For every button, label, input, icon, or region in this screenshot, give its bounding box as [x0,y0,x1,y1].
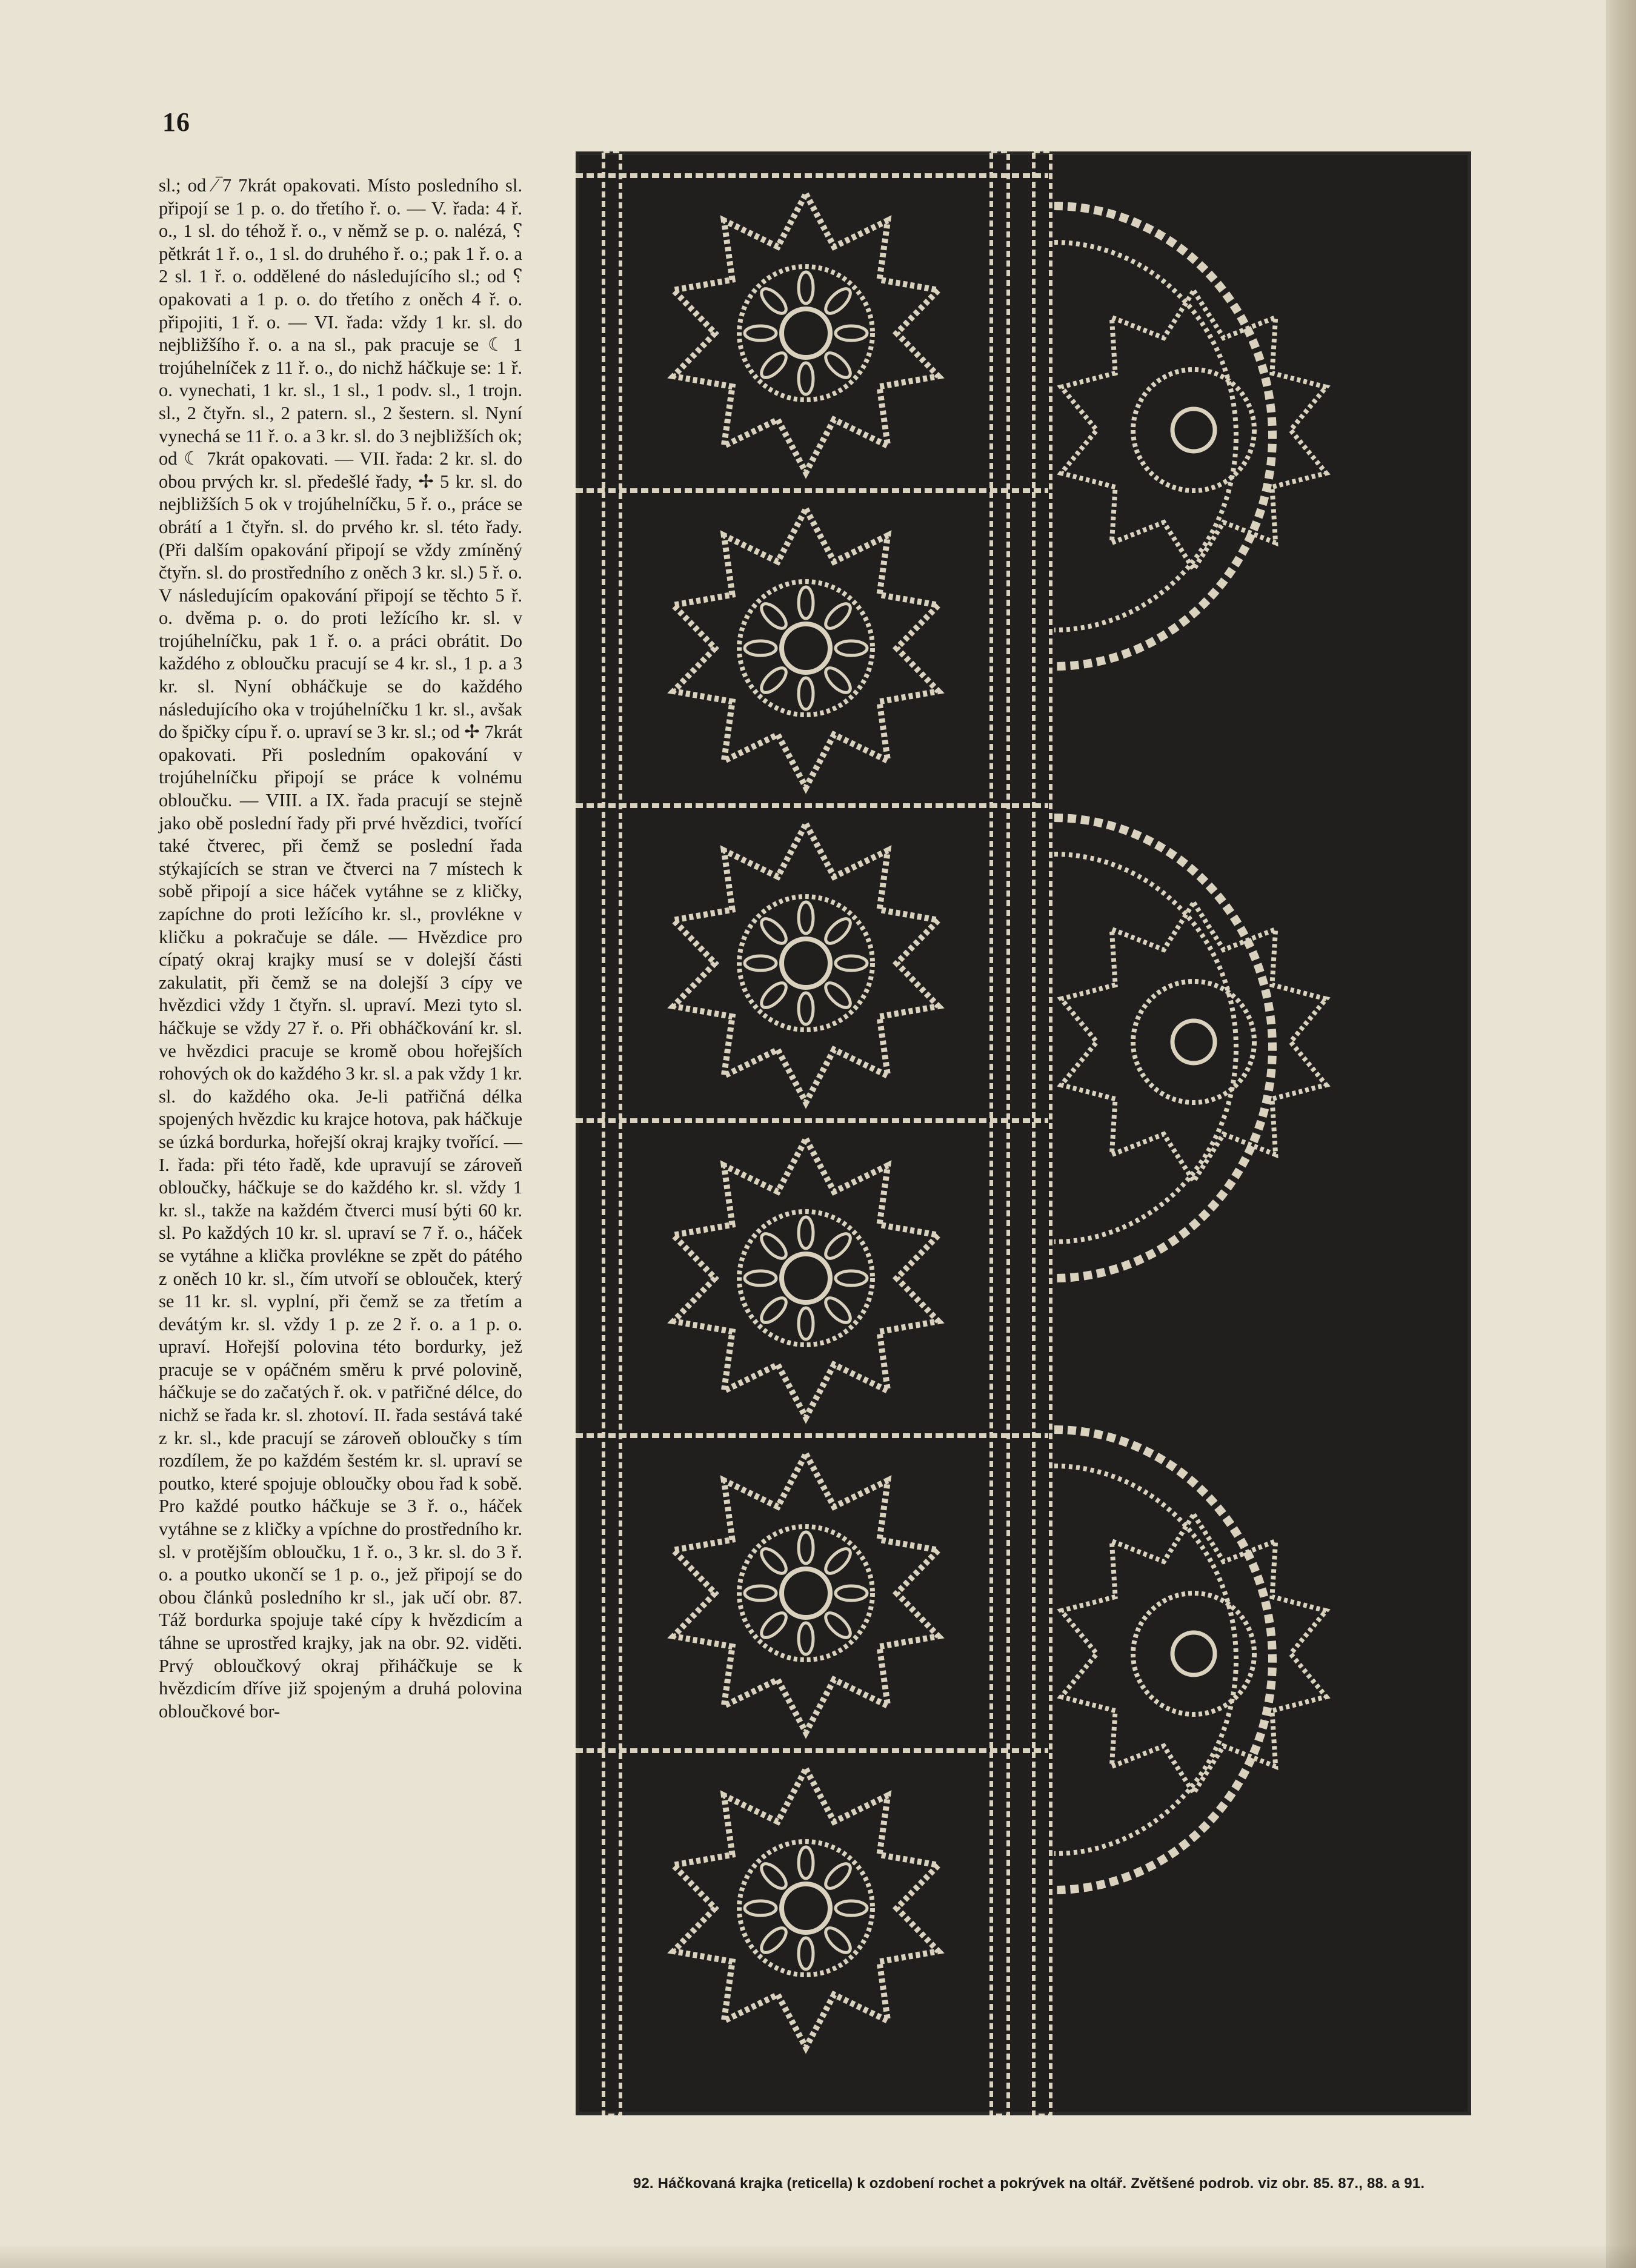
lace-petal [757,1609,790,1642]
lace-ring [739,1842,873,1975]
lace-petal [822,349,854,382]
lace-ring [739,897,873,1030]
lace-petal [836,1271,867,1285]
lace-center [782,1884,830,1932]
lace-petal [745,326,776,340]
lace-petal [799,272,813,303]
body-text-column [159,174,522,1723]
lace-petal [757,1545,790,1577]
lace-petal [799,993,813,1024]
lace-center [782,1254,830,1302]
lace-petal [836,326,867,340]
lace-star [673,1769,938,2047]
lace-scallop-inner [1054,854,1236,1242]
lace-center [782,939,830,987]
lace-braid-band [604,151,620,2115]
lace-star [673,194,938,472]
lace-ring [1133,1593,1254,1714]
lace-petal [757,349,790,382]
lace-petal [757,664,790,697]
lace-petal [822,1294,854,1327]
lace-petal [836,1586,867,1600]
lace-petal [836,956,867,970]
lace-petal [757,600,790,632]
lace-petal [799,587,813,618]
lace-petal [822,600,854,632]
lace-center [782,309,830,357]
lace-petal [757,979,790,1012]
lace-star [673,509,938,788]
lace-petal [745,956,776,970]
body-text: sl.; od ⁄‾7 7krát opakovati. Místo posledního sl. připojí se 1 p. o. do třetího ř. o. — V. řada: 4 ř. o., 1 sl. do téhož ř. o., v němž se p. o. nalézá, ⸮ pětkrát 1 ř. o., 1 sl. do druhého ř. o.; pak 1 ř. o. a 2 sl. 1 ř. o. oddělené do následujícího sl.; od ⸮ opakovati a 1 p. o. do třetího z oněch 4 ř. o. připojiti, 1 ř. o. — VI. řada: vždy 1 kr. sl. do nejbližšího ř. o. a na sl., pak pracuje se ☾ 1 trojúhelníček z 11 ř. o., do nichž háčkuje se: 1 ř. o. vynechati, 1 kr. sl., 1 sl., 1 podv. sl., 1 trojn. sl., 2 čtyřn. sl., 2 patern. sl., 2 šestern. sl. Nyní vynechá se 11 ř. o. a 3 kr. sl. do 3 nejbližších ok; od ☾ 7krát opakovati. — VII. řada: 2 kr. sl. do obou prvých kr. sl. předešlé řady, ✢ 5 kr. sl. do nejbližších 5 ok v trojúhelníčku, 5 ř. o., práce se obrátí a 1 čtyřn. sl. do prvého kr. sl. této řady. (Při dalším opakování připojí se vždy zmíněný čtyřn. sl. do prostředního z oněch 3 kr. sl.) 5 ř. o. V následujícím opakování připojí se těchto 5 ř. o. dvěma p. o. do proti ležícího kr. sl. v trojúhelníčku, pak 1 ř. o. a práci obrátit. Do každého z obloučku pracují se 4 kr. sl., 1 p. a 3 kr. sl. Nyní obháčkuje se do každého následujícího oka v trojúhelníčku 1 kr. sl., avšak do špičky cípu ř. o. upraví se 3 kr. sl.; od ✢ 7krát opakovati. Při posledním opakování v trojúhelníčku připojí se práce k volnému obloučku. — VIII. a IX. řada pracují se stejně jako obě poslední řady při prvé hvězdici, tvořící také čtverec, při čemž se poslední řada stýkajících se stran ve čtverci na 7 místech k sobě připojí a sice háček vytáhne se z kličky, zapíchne do proti ležícího kr. sl., provlékne v kličku a pokračuje se dále. — Hvězdice pro cípatý okraj krajky musí se v dolejší části zakulatit, při čemž se na dolejší 3 cípy ve hvězdici vždy 1 čtyřn. sl. upraví. Mezi tyto sl. háčkuje se vždy 27 ř. o. Při obháčkování kr. sl. ve hvězdici pracuje se kromě obou hořejších rohových ok do každého 3 kr. sl. a pak vždy 1 kr. sl. do každého oka. Je-li patřičná délka spojených hvězdic ku krajce hotova, pak háčkuje se úzká bordurka, hořejší okraj krajky tvořící. — I. řada: při této řadě, kde upravují se zároveň obloučky, háčkuje se do každého kr. sl. vždy 1 kr. sl., takže na každém čtverci musí býti 60 kr. sl. Po každých 10 kr. sl. upraví se 7 ř. o., háček se vytáhne a klička provlékne se zpět do pátého z oněch 10 kr. sl., čím utvoří se oblouček, který se 11 kr. sl. vyplní, při čemž se za třetím a devátým kr. sl. vždy 1 p. ze 2 ř. o. a 1 p. o. upraví. Hořejší polovina této bordurky, jež pracuje se v opáčném směru k prvé polovině, háčkuje se do začatých ř. ok. v patřičné délce, do nichž se řada kr. sl. zhotoví. II. řada sestává také z kr. sl., kde pracují se zároveň obloučky s tím rozdílem, že po každém šestém kr. sl. upraví se poutko, které spojuje obloučky obou řad k sobě. Pro každé poutko háčkuje se 3 ř. o., háček vytáhne se z kličky a vpíchne do prostředního kr. sl. v protějším obloučku, 1 ř. o., 3 kr. sl. do 3 ř. o. a poutko ukončí se 1 p. o., jež připojí se do obou článků posledního kr sl., jak učí obr. 87. Táž bordurka spojuje také cípy k hvězdicím a táhne se uprostřed krajky, jak na obr. 92. viděti. Prvý obloučkový okraj přiháčkuje se k hvězdicím dříve již spojeným a druhá polovina obloučkové bor- [159,175,522,1722]
lace-petal [799,1308,813,1339]
lace-petal [757,1924,790,1957]
lace-petal [745,1901,776,1915]
lace-star [673,824,938,1102]
lace-petal [822,1860,854,1892]
lace-petal [822,979,854,1012]
lace-petal [799,1938,813,1969]
lace-petal [822,1609,854,1642]
lace-illustration [576,151,1471,2115]
page-shadow [0,2244,1636,2268]
lace-star [673,1139,938,1418]
lace-petal [757,285,790,317]
lace-ring [739,1527,873,1660]
lace-petal [799,678,813,709]
lace-petal [745,1586,776,1600]
lace-scallop-edge [1054,206,1272,666]
lace-medallion [1061,1514,1326,1793]
lace-petal [757,1294,790,1327]
lace-petal [799,1623,813,1654]
lace-star [673,1454,938,1732]
lace-petal [822,285,854,317]
lace-petal [757,915,790,947]
lace-scallop-edge [1054,818,1272,1278]
lace-petal [822,1230,854,1262]
lace-scallop-inner [1054,242,1236,630]
lace-ring [1133,370,1254,491]
lace-medallion [1061,291,1326,569]
lace-scallop-inner [1054,1466,1236,1854]
lace-petal [799,1847,813,1878]
page-edge [1606,0,1636,2268]
lace-petal [799,1217,813,1248]
lace-medallion [1061,903,1326,1181]
lace-center [1172,1021,1215,1063]
lace-petal [745,1271,776,1285]
lace-petal [822,1924,854,1957]
lace-center [782,624,830,672]
lace-petal [822,664,854,697]
lace-braid-band [1034,151,1051,2115]
lace-center [1172,409,1215,451]
lace-ring [739,267,873,400]
lace-petal [799,902,813,933]
lace-center [782,1569,830,1617]
lace-ring [739,582,873,715]
lace-braid-band [991,151,1008,2115]
lace-petal [822,915,854,947]
lace-petal [836,641,867,655]
lace-petal [799,363,813,394]
lace-figure [576,151,1471,2115]
lace-ring [1133,981,1254,1102]
lace-ring [739,1212,873,1345]
lace-petal [757,1860,790,1892]
lace-petal [836,1901,867,1915]
figure-caption: 92. Háčkovaná krajka (reticella) k ozdobení rochet a pokrývek na oltář. Zvětšené podrob. viz obr. 85. 87., 88. a 91. [633,2175,1425,2192]
lace-petal [745,641,776,655]
lace-scallop-edge [1054,1430,1272,1890]
page-number: 16 [162,107,190,137]
lace-center [1172,1633,1215,1675]
lace-petal [799,1532,813,1563]
lace-petal [822,1545,854,1577]
lace-petal [757,1230,790,1262]
